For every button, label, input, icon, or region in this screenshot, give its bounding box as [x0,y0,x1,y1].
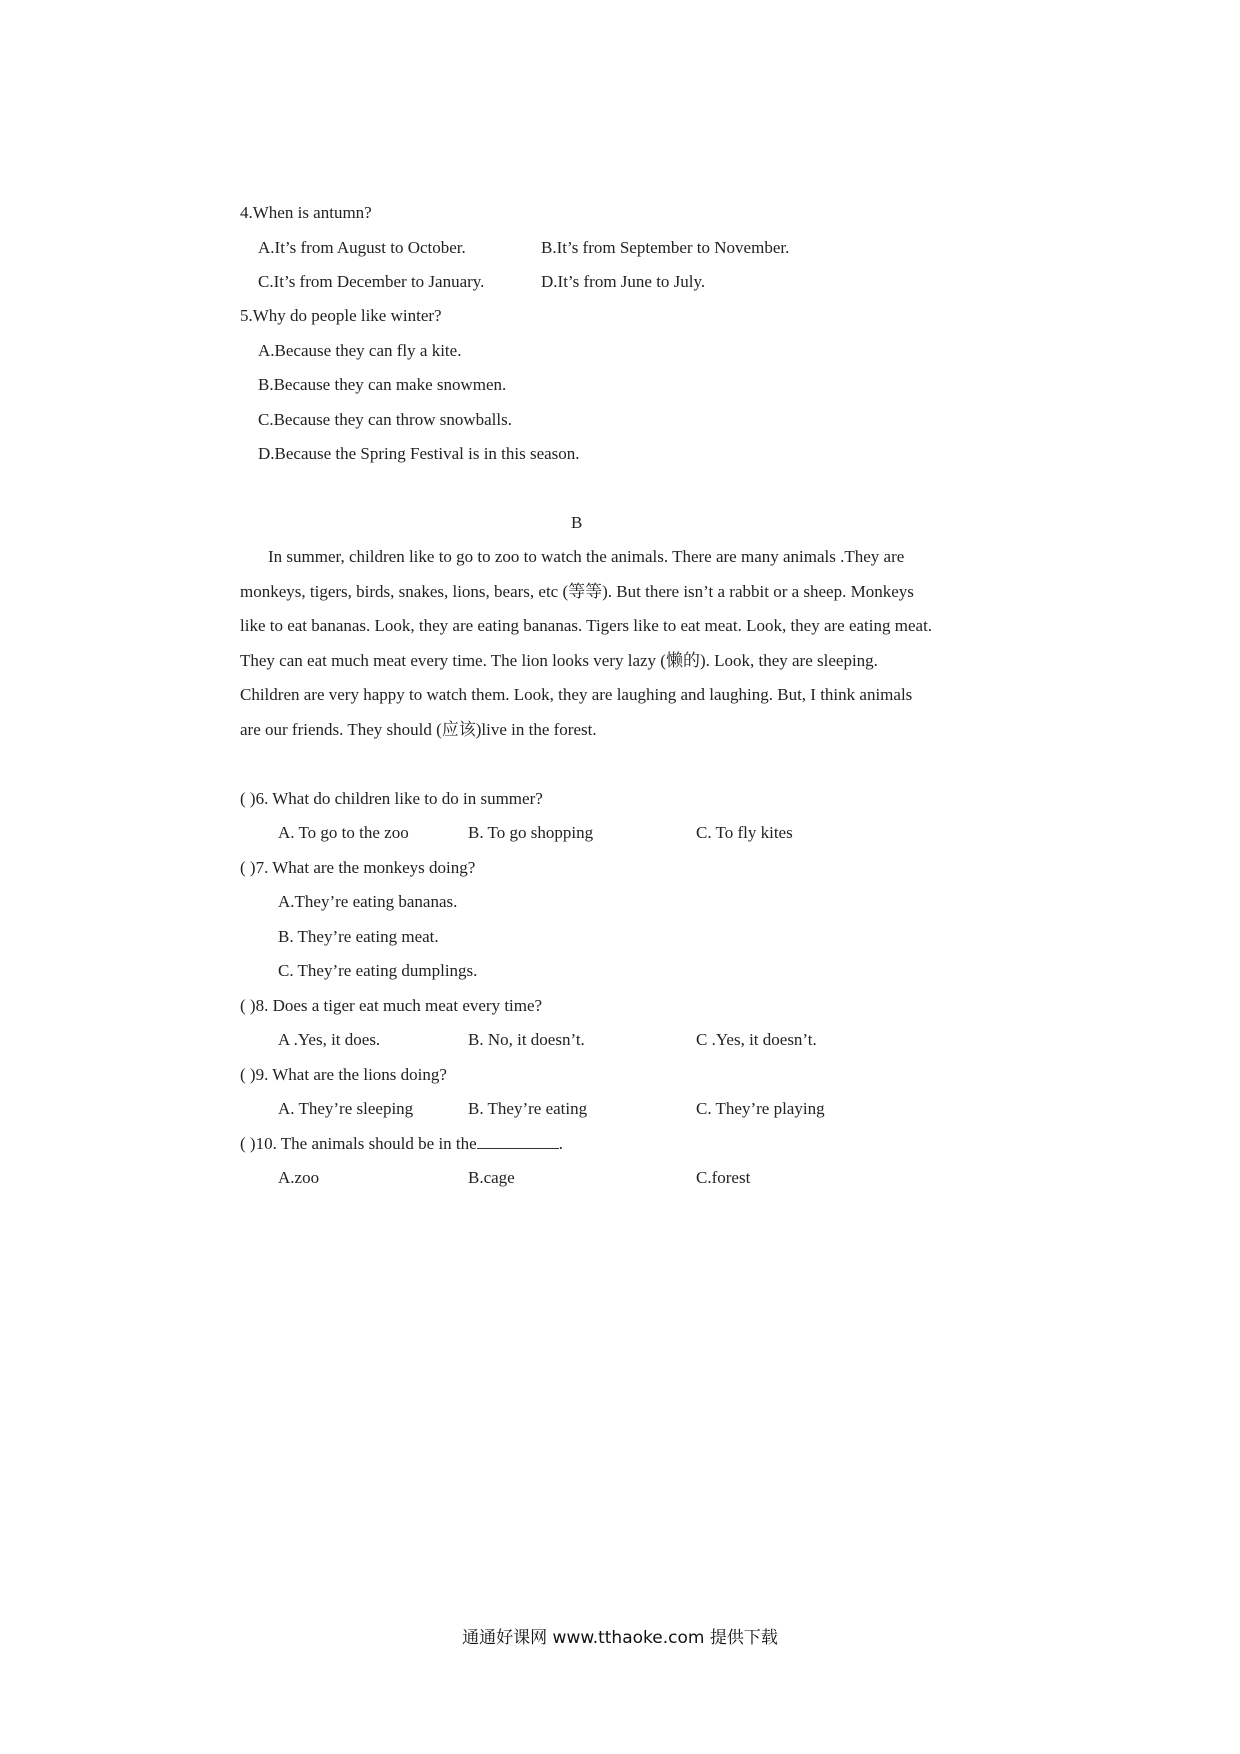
question-5: 5.Why do people like winter? [240,306,442,325]
q8-option-c: C .Yes, it doesn’t. [696,1030,817,1049]
q9-option-c: C. They’re playing [696,1099,825,1118]
q4-option-d: D.It’s from June to July. [541,272,706,291]
question-10-period: . [558,1134,563,1153]
q4-option-c: C.It’s from December to January. [258,272,485,291]
q6-option-c: C. To fly kites [696,823,793,842]
q4-option-a: A.It’s from August to October. [258,238,466,257]
passage-line: monkeys, tigers, birds, snakes, lions, bears, etc (等等). But there isn’t a rabbit or a sheep. Monkeys [240,582,914,601]
q5-option-b: B.Because they can make snowmen. [258,375,507,394]
q7-option-b: B. They’re eating meat. [278,927,439,946]
footer-watermark: 通通好课网 www.tthaoke.com 提供下载 [462,1628,778,1648]
answer-blank [477,1134,559,1149]
question-7: ( )7. What are the monkeys doing? [240,858,476,877]
question-4: 4.When is antumn? [240,203,372,222]
passage-line: like to eat bananas. Look, they are eating bananas. Tigers like to eat meat. Look, they are eating meat. [240,616,933,635]
q5-option-c: C.Because they can throw snowballs. [258,410,512,429]
q6-option-b: B. To go shopping [468,823,594,842]
question-8: ( )8. Does a tiger eat much meat every time? [240,996,543,1015]
q7-option-a: A.They’re eating bananas. [278,892,458,911]
question-10 [240,1134,563,1154]
question-10-text: ( )10. The animals should be in the [240,1134,477,1153]
q6-option-a: A. To go to the zoo [278,823,409,842]
q4-option-b: B.It’s from September to November. [541,238,790,257]
q8-option-b: B. No, it doesn’t. [468,1030,585,1049]
passage-line: They can eat much meat every time. The lion looks very lazy (懒的). Look, they are sleeping. [240,651,878,670]
q5-option-d: D.Because the Spring Festival is in this season. [258,444,580,463]
question-9: ( )9. What are the lions doing? [240,1065,447,1084]
q7-option-c: C. They’re eating dumplings. [278,961,478,980]
passage-line: are our friends. They should (应该)live in the forest. [240,720,597,739]
q5-option-a: A.Because they can fly a kite. [258,341,462,360]
passage-line: In summer, children like to go to zoo to watch the animals. There are many animals .They are [268,547,905,566]
q9-option-a: A. They’re sleeping [278,1099,414,1118]
q8-option-a: A .Yes, it does. [278,1030,381,1049]
question-6: ( )6. What do children like to do in summer? [240,789,543,808]
q10-option-c: C.forest [696,1168,751,1187]
q9-option-b: B. They’re eating [468,1099,588,1118]
passage-line: Children are very happy to watch them. Look, they are laughing and laughing. But, I think animals [240,685,913,704]
q10-option-b: B.cage [468,1168,515,1187]
section-b-heading: B [571,513,583,532]
q10-option-a: A.zoo [278,1168,320,1187]
